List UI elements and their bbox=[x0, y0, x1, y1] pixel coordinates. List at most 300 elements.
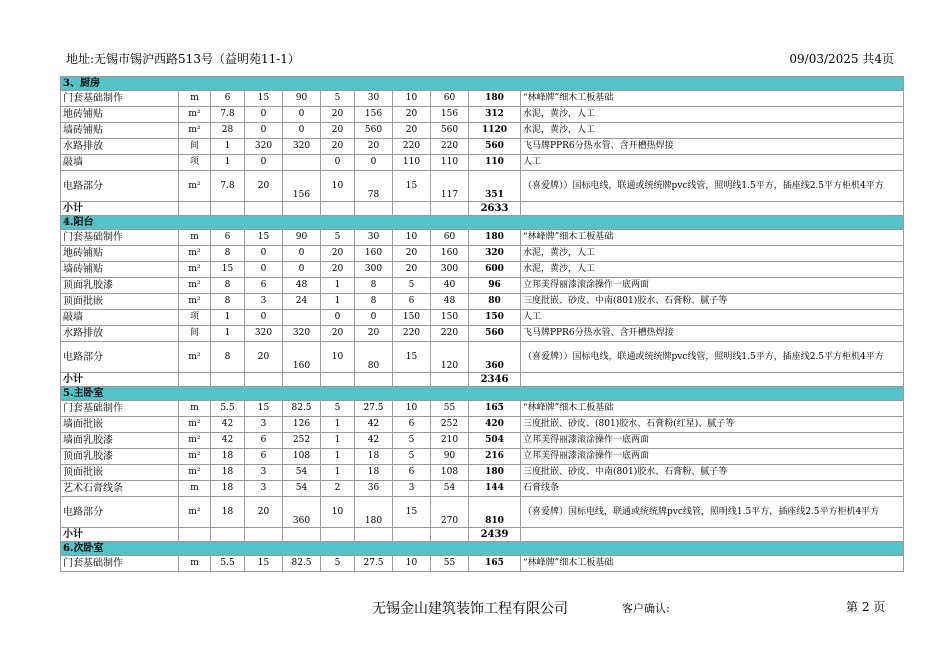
item-name: 墙砖铺贴 bbox=[61, 262, 179, 278]
cell-c6: 252 bbox=[431, 417, 469, 433]
cell-c6: 60 bbox=[431, 230, 469, 246]
row-total: 80 bbox=[469, 294, 521, 310]
cell-c4: 20 bbox=[355, 139, 393, 155]
item-note: 水泥，黄沙，人工 bbox=[521, 107, 904, 123]
item-name: 顶面乳胶漆 bbox=[61, 278, 179, 294]
item-note: 水泥，黄沙，人工 bbox=[521, 262, 904, 278]
cell-unit: m bbox=[179, 91, 211, 107]
cell-unit: 间 bbox=[179, 326, 211, 342]
empty-cell bbox=[283, 373, 321, 387]
cell-c5: 6 bbox=[393, 465, 431, 481]
cell-c6: 150 bbox=[431, 310, 469, 326]
row-total: 560 bbox=[469, 326, 521, 342]
cell-qty: 1 bbox=[211, 310, 245, 326]
cell-qty: 6 bbox=[211, 230, 245, 246]
cell-unit: m² bbox=[179, 497, 211, 528]
cell-unit: m² bbox=[179, 262, 211, 278]
item-name: 门套基础制作 bbox=[61, 401, 179, 417]
empty-cell bbox=[283, 202, 321, 216]
company-name: 无锡金山建筑装饰工程有限公司 bbox=[372, 601, 568, 617]
item-name: 水路排放 bbox=[61, 326, 179, 342]
cell-c5: 10 bbox=[393, 91, 431, 107]
subtotal-label: 小计 bbox=[61, 373, 179, 387]
cell-c5: 20 bbox=[393, 262, 431, 278]
subtotal-value: 2633 bbox=[469, 202, 521, 216]
empty-cell bbox=[521, 202, 904, 216]
row-total: 180 bbox=[469, 465, 521, 481]
cell-c2: 360 bbox=[283, 497, 321, 528]
cell-unit: 间 bbox=[179, 139, 211, 155]
table-row bbox=[61, 497, 904, 528]
quote-table bbox=[60, 76, 904, 572]
cell-c4: 8 bbox=[355, 294, 393, 310]
cell-c3: 20 bbox=[321, 246, 355, 262]
cell-qty: 1 bbox=[211, 326, 245, 342]
cell-c5: 10 bbox=[393, 230, 431, 246]
subtotal-label: 小计 bbox=[61, 202, 179, 216]
table-row bbox=[61, 449, 904, 465]
cell-c3: 1 bbox=[321, 294, 355, 310]
cell-c2: 320 bbox=[283, 139, 321, 155]
empty-cell bbox=[211, 373, 245, 387]
cell-c5: 5 bbox=[393, 278, 431, 294]
item-note: 人工 bbox=[521, 155, 904, 171]
cell-qty: 8 bbox=[211, 294, 245, 310]
cell-unit: m² bbox=[179, 294, 211, 310]
item-note: 水泥，黄沙，人工 bbox=[521, 246, 904, 262]
row-total: 216 bbox=[469, 449, 521, 465]
cell-c2: 160 bbox=[283, 342, 321, 373]
item-name: 门套基础制作 bbox=[61, 556, 179, 572]
cell-c6: 60 bbox=[431, 91, 469, 107]
cell-unit: m bbox=[179, 401, 211, 417]
cell-unit: m bbox=[179, 556, 211, 572]
table-row bbox=[61, 294, 904, 310]
cell-c2: 156 bbox=[283, 171, 321, 202]
cell-c4: 42 bbox=[355, 433, 393, 449]
cell-c1: 6 bbox=[245, 278, 283, 294]
cell-c3: 0 bbox=[321, 310, 355, 326]
item-note: 三度批嵌、砂皮、(801)胶水、石膏粉(红星)、腻子等 bbox=[521, 417, 904, 433]
row-total: 1120 bbox=[469, 123, 521, 139]
table-row bbox=[61, 123, 904, 139]
item-note: 三度批嵌、砂皮、中南(801)胶水、石膏粉、腻子等 bbox=[521, 294, 904, 310]
item-name: 顶面乳胶漆 bbox=[61, 449, 179, 465]
section-title: 6.次卧室 bbox=[61, 542, 904, 556]
cell-c2 bbox=[283, 310, 321, 326]
row-total: 180 bbox=[469, 91, 521, 107]
cell-c1: 3 bbox=[245, 417, 283, 433]
empty-cell bbox=[393, 202, 431, 216]
table-row bbox=[61, 481, 904, 497]
cell-c5: 10 bbox=[393, 401, 431, 417]
cell-c6: 40 bbox=[431, 278, 469, 294]
cell-c6: 48 bbox=[431, 294, 469, 310]
empty-cell bbox=[245, 528, 283, 542]
empty-cell bbox=[431, 202, 469, 216]
cell-c2: 126 bbox=[283, 417, 321, 433]
cell-unit: m² bbox=[179, 246, 211, 262]
cell-c4: 0 bbox=[355, 155, 393, 171]
item-name: 艺术石膏线条 bbox=[61, 481, 179, 497]
cell-c1: 0 bbox=[245, 155, 283, 171]
item-note: “林峰牌”细木工板基础 bbox=[521, 401, 904, 417]
cell-c2: 0 bbox=[283, 246, 321, 262]
cell-unit: m² bbox=[179, 342, 211, 373]
item-name: 墙面乳胶漆 bbox=[61, 433, 179, 449]
cell-unit: m² bbox=[179, 433, 211, 449]
item-name: 门套基础制作 bbox=[61, 91, 179, 107]
row-total: 810 bbox=[469, 497, 521, 528]
item-note: “林峰牌”细木工板基础 bbox=[521, 230, 904, 246]
cell-c5: 20 bbox=[393, 123, 431, 139]
cell-c6: 117 bbox=[431, 171, 469, 202]
cell-c1: 6 bbox=[245, 449, 283, 465]
cell-c1: 15 bbox=[245, 230, 283, 246]
table-row bbox=[61, 433, 904, 449]
cell-qty: 18 bbox=[211, 481, 245, 497]
cell-c6: 210 bbox=[431, 433, 469, 449]
cell-c5: 6 bbox=[393, 417, 431, 433]
section-title: 5.主卧室 bbox=[61, 387, 904, 401]
cell-c6: 220 bbox=[431, 139, 469, 155]
cell-c5: 220 bbox=[393, 326, 431, 342]
cell-c4: 18 bbox=[355, 449, 393, 465]
cell-c3: 1 bbox=[321, 433, 355, 449]
cell-c5: 110 bbox=[393, 155, 431, 171]
cell-c4: 30 bbox=[355, 91, 393, 107]
cell-c1: 15 bbox=[245, 556, 283, 572]
row-total: 165 bbox=[469, 556, 521, 572]
cell-c3: 1 bbox=[321, 278, 355, 294]
table-row bbox=[61, 417, 904, 433]
empty-cell bbox=[321, 528, 355, 542]
cell-c5: 3 bbox=[393, 481, 431, 497]
item-name: 电路部分 bbox=[61, 342, 179, 373]
cell-c2: 82.5 bbox=[283, 556, 321, 572]
cell-c1: 0 bbox=[245, 262, 283, 278]
item-name: 顶面批嵌 bbox=[61, 465, 179, 481]
cell-c4: 8 bbox=[355, 278, 393, 294]
cell-c3: 20 bbox=[321, 326, 355, 342]
cell-c6: 160 bbox=[431, 246, 469, 262]
cell-c2: 0 bbox=[283, 262, 321, 278]
cell-c5: 20 bbox=[393, 246, 431, 262]
cell-qty: 42 bbox=[211, 417, 245, 433]
cell-c1: 3 bbox=[245, 465, 283, 481]
cell-c3: 1 bbox=[321, 465, 355, 481]
cell-c3: 1 bbox=[321, 417, 355, 433]
cell-c4: 0 bbox=[355, 310, 393, 326]
cell-c5: 20 bbox=[393, 107, 431, 123]
item-name: 敲墙 bbox=[61, 310, 179, 326]
item-name: 电路部分 bbox=[61, 171, 179, 202]
row-total: 360 bbox=[469, 342, 521, 373]
cell-unit: m² bbox=[179, 465, 211, 481]
cell-c6: 270 bbox=[431, 497, 469, 528]
cell-c4: 27.5 bbox=[355, 556, 393, 572]
cell-c2: 54 bbox=[283, 465, 321, 481]
table-row bbox=[61, 91, 904, 107]
row-total: 351 bbox=[469, 171, 521, 202]
table-row bbox=[61, 107, 904, 123]
cell-c6: 54 bbox=[431, 481, 469, 497]
cell-c1: 320 bbox=[245, 326, 283, 342]
table-row bbox=[61, 310, 904, 326]
cell-c1: 3 bbox=[245, 294, 283, 310]
cell-c1: 0 bbox=[245, 107, 283, 123]
cell-qty: 8 bbox=[211, 278, 245, 294]
cell-c1: 6 bbox=[245, 433, 283, 449]
cell-c1: 20 bbox=[245, 497, 283, 528]
empty-cell bbox=[355, 528, 393, 542]
cell-unit: m² bbox=[179, 171, 211, 202]
cell-c2: 108 bbox=[283, 449, 321, 465]
empty-cell bbox=[355, 202, 393, 216]
cell-unit: m² bbox=[179, 107, 211, 123]
cell-c3: 10 bbox=[321, 342, 355, 373]
cell-qty: 1 bbox=[211, 155, 245, 171]
item-note: 人工 bbox=[521, 310, 904, 326]
cell-c3: 5 bbox=[321, 556, 355, 572]
item-note: 石膏线条 bbox=[521, 481, 904, 497]
row-total: 180 bbox=[469, 230, 521, 246]
cell-c6: 156 bbox=[431, 107, 469, 123]
cell-c6: 55 bbox=[431, 556, 469, 572]
date-page-count: 09/03/2025 共4页 bbox=[789, 52, 894, 66]
cell-unit: 项 bbox=[179, 310, 211, 326]
row-total: 96 bbox=[469, 278, 521, 294]
cell-c6: 220 bbox=[431, 326, 469, 342]
cell-qty: 7.8 bbox=[211, 107, 245, 123]
cell-c6: 560 bbox=[431, 123, 469, 139]
cell-c3: 20 bbox=[321, 123, 355, 139]
empty-cell bbox=[355, 373, 393, 387]
cell-c5: 220 bbox=[393, 139, 431, 155]
empty-cell bbox=[179, 202, 211, 216]
row-total: 320 bbox=[469, 246, 521, 262]
cell-qty: 18 bbox=[211, 497, 245, 528]
address-header: 地址:无锡市锡沪西路513号（益明苑11-1） bbox=[66, 52, 300, 66]
empty-cell bbox=[211, 528, 245, 542]
cell-c5: 15 bbox=[393, 342, 431, 373]
cell-unit: 项 bbox=[179, 155, 211, 171]
cell-qty: 7.8 bbox=[211, 171, 245, 202]
item-name: 敲墙 bbox=[61, 155, 179, 171]
row-total: 165 bbox=[469, 401, 521, 417]
row-total: 504 bbox=[469, 433, 521, 449]
cell-c4: 560 bbox=[355, 123, 393, 139]
table-row bbox=[61, 556, 904, 572]
item-note: （喜爱牌））国标电线，联通或统统牌pvc线管，照明线1.5平方，插座线2.5平方柜机4平方 bbox=[521, 342, 904, 373]
cell-c3: 5 bbox=[321, 91, 355, 107]
cell-c4: 156 bbox=[355, 107, 393, 123]
table-row bbox=[61, 278, 904, 294]
cell-c3: 2 bbox=[321, 481, 355, 497]
empty-cell bbox=[179, 373, 211, 387]
table-row bbox=[61, 246, 904, 262]
empty-cell bbox=[283, 528, 321, 542]
item-name: 电路部分 bbox=[61, 497, 179, 528]
subtotal-label: 小计 bbox=[61, 528, 179, 542]
table-row bbox=[61, 230, 904, 246]
item-name: 地砖铺贴 bbox=[61, 107, 179, 123]
cell-c1: 20 bbox=[245, 171, 283, 202]
section-title: 4.阳台 bbox=[61, 216, 904, 230]
item-note: 三度批嵌、砂皮、中南(801)胶水、石膏粉、腻子等 bbox=[521, 465, 904, 481]
empty-cell bbox=[321, 373, 355, 387]
cell-c1: 15 bbox=[245, 401, 283, 417]
empty-cell bbox=[393, 373, 431, 387]
cell-c3: 20 bbox=[321, 139, 355, 155]
cell-c2: 90 bbox=[283, 91, 321, 107]
cell-c4: 80 bbox=[355, 342, 393, 373]
empty-cell bbox=[245, 373, 283, 387]
cell-c4: 78 bbox=[355, 171, 393, 202]
empty-cell bbox=[321, 202, 355, 216]
row-total: 600 bbox=[469, 262, 521, 278]
row-total: 420 bbox=[469, 417, 521, 433]
item-note: 飞马牌PPR6分热水管、含开槽热焊接 bbox=[521, 326, 904, 342]
section-header bbox=[61, 542, 904, 556]
cell-c3: 10 bbox=[321, 497, 355, 528]
cell-c2: 82.5 bbox=[283, 401, 321, 417]
cell-qty: 42 bbox=[211, 433, 245, 449]
item-name: 墙面批嵌 bbox=[61, 417, 179, 433]
table-row bbox=[61, 465, 904, 481]
empty-cell bbox=[393, 528, 431, 542]
item-name: 水路排放 bbox=[61, 139, 179, 155]
cell-c3: 20 bbox=[321, 262, 355, 278]
cell-c4: 160 bbox=[355, 246, 393, 262]
empty-cell bbox=[521, 528, 904, 542]
cell-c1: 320 bbox=[245, 139, 283, 155]
cell-c6: 120 bbox=[431, 342, 469, 373]
cell-c4: 180 bbox=[355, 497, 393, 528]
section-header bbox=[61, 387, 904, 401]
customer-confirmation: 客户确认: bbox=[622, 602, 670, 615]
cell-c6: 55 bbox=[431, 401, 469, 417]
table-row bbox=[61, 326, 904, 342]
cell-c6: 108 bbox=[431, 465, 469, 481]
item-note: 立邦美得丽漆滚涂操作一底两面 bbox=[521, 449, 904, 465]
item-note: 立邦美得丽漆滚涂操作一底两面 bbox=[521, 278, 904, 294]
cell-qty: 6 bbox=[211, 91, 245, 107]
cell-c1: 0 bbox=[245, 246, 283, 262]
cell-c5: 10 bbox=[393, 556, 431, 572]
cell-c1: 0 bbox=[245, 123, 283, 139]
item-note: 水泥，黄沙，人工 bbox=[521, 123, 904, 139]
item-note: 立邦美得丽漆滚涂操作一底两面 bbox=[521, 433, 904, 449]
cell-c2: 54 bbox=[283, 481, 321, 497]
cell-qty: 15 bbox=[211, 262, 245, 278]
table-row bbox=[61, 139, 904, 155]
cell-unit: m bbox=[179, 481, 211, 497]
section-header bbox=[61, 77, 904, 91]
cell-qty: 8 bbox=[211, 246, 245, 262]
cell-c4: 30 bbox=[355, 230, 393, 246]
empty-cell bbox=[245, 202, 283, 216]
item-name: 地砖铺贴 bbox=[61, 246, 179, 262]
empty-cell bbox=[211, 202, 245, 216]
cell-c5: 15 bbox=[393, 497, 431, 528]
section-title: 3、厨房 bbox=[61, 77, 904, 91]
cell-c3: 5 bbox=[321, 230, 355, 246]
cell-c2: 48 bbox=[283, 278, 321, 294]
cell-c3: 5 bbox=[321, 401, 355, 417]
cell-c4: 20 bbox=[355, 326, 393, 342]
cell-c5: 5 bbox=[393, 449, 431, 465]
table-row bbox=[61, 262, 904, 278]
cell-c4: 27.5 bbox=[355, 401, 393, 417]
cell-qty: 28 bbox=[211, 123, 245, 139]
subtotal-row bbox=[61, 202, 904, 216]
subtotal-value: 2439 bbox=[469, 528, 521, 542]
cell-c4: 18 bbox=[355, 465, 393, 481]
cell-c2: 252 bbox=[283, 433, 321, 449]
cell-c3: 20 bbox=[321, 107, 355, 123]
cell-qty: 18 bbox=[211, 465, 245, 481]
item-note: “林峰牌”细木工板基础 bbox=[521, 556, 904, 572]
item-note: （喜爱牌））国标电线，联通或统统牌pvc线管，照明线1.5平方，插座线2.5平方柜机4平方 bbox=[521, 171, 904, 202]
row-total: 150 bbox=[469, 310, 521, 326]
cell-qty: 5.5 bbox=[211, 401, 245, 417]
subtotal-row bbox=[61, 528, 904, 542]
cell-qty: 1 bbox=[211, 139, 245, 155]
item-note: 飞马牌PPR6分热水管、含开槽热焊接 bbox=[521, 139, 904, 155]
cell-c1: 3 bbox=[245, 481, 283, 497]
cell-c3: 0 bbox=[321, 155, 355, 171]
subtotal-row bbox=[61, 373, 904, 387]
cell-unit: m bbox=[179, 230, 211, 246]
cell-c3: 10 bbox=[321, 171, 355, 202]
cell-qty: 5.5 bbox=[211, 556, 245, 572]
cell-c2: 24 bbox=[283, 294, 321, 310]
table-row bbox=[61, 342, 904, 373]
cell-c2: 0 bbox=[283, 123, 321, 139]
item-note: （喜爱牌）国标电线，联通或统统牌pvc线管，照明线1.5平方，插座线2.5平方柜机4平方 bbox=[521, 497, 904, 528]
row-total: 110 bbox=[469, 155, 521, 171]
item-name: 门套基础制作 bbox=[61, 230, 179, 246]
subtotal-value: 2346 bbox=[469, 373, 521, 387]
empty-cell bbox=[179, 528, 211, 542]
cell-unit: m² bbox=[179, 123, 211, 139]
cell-c4: 300 bbox=[355, 262, 393, 278]
row-total: 144 bbox=[469, 481, 521, 497]
cell-c2: 320 bbox=[283, 326, 321, 342]
empty-cell bbox=[431, 528, 469, 542]
cell-c2: 90 bbox=[283, 230, 321, 246]
table-row bbox=[61, 155, 904, 171]
cell-unit: m² bbox=[179, 278, 211, 294]
cell-c6: 300 bbox=[431, 262, 469, 278]
cell-c1: 0 bbox=[245, 310, 283, 326]
cell-c5: 6 bbox=[393, 294, 431, 310]
item-name: 墙砖铺贴 bbox=[61, 123, 179, 139]
cell-qty: 18 bbox=[211, 449, 245, 465]
cell-c5: 5 bbox=[393, 433, 431, 449]
cell-c2: 0 bbox=[283, 107, 321, 123]
section-header bbox=[61, 216, 904, 230]
cell-c4: 36 bbox=[355, 481, 393, 497]
cell-c4: 42 bbox=[355, 417, 393, 433]
table-row bbox=[61, 171, 904, 202]
row-total: 560 bbox=[469, 139, 521, 155]
empty-cell bbox=[431, 373, 469, 387]
cell-c3: 1 bbox=[321, 449, 355, 465]
item-name: 顶面批嵌 bbox=[61, 294, 179, 310]
cell-c6: 90 bbox=[431, 449, 469, 465]
